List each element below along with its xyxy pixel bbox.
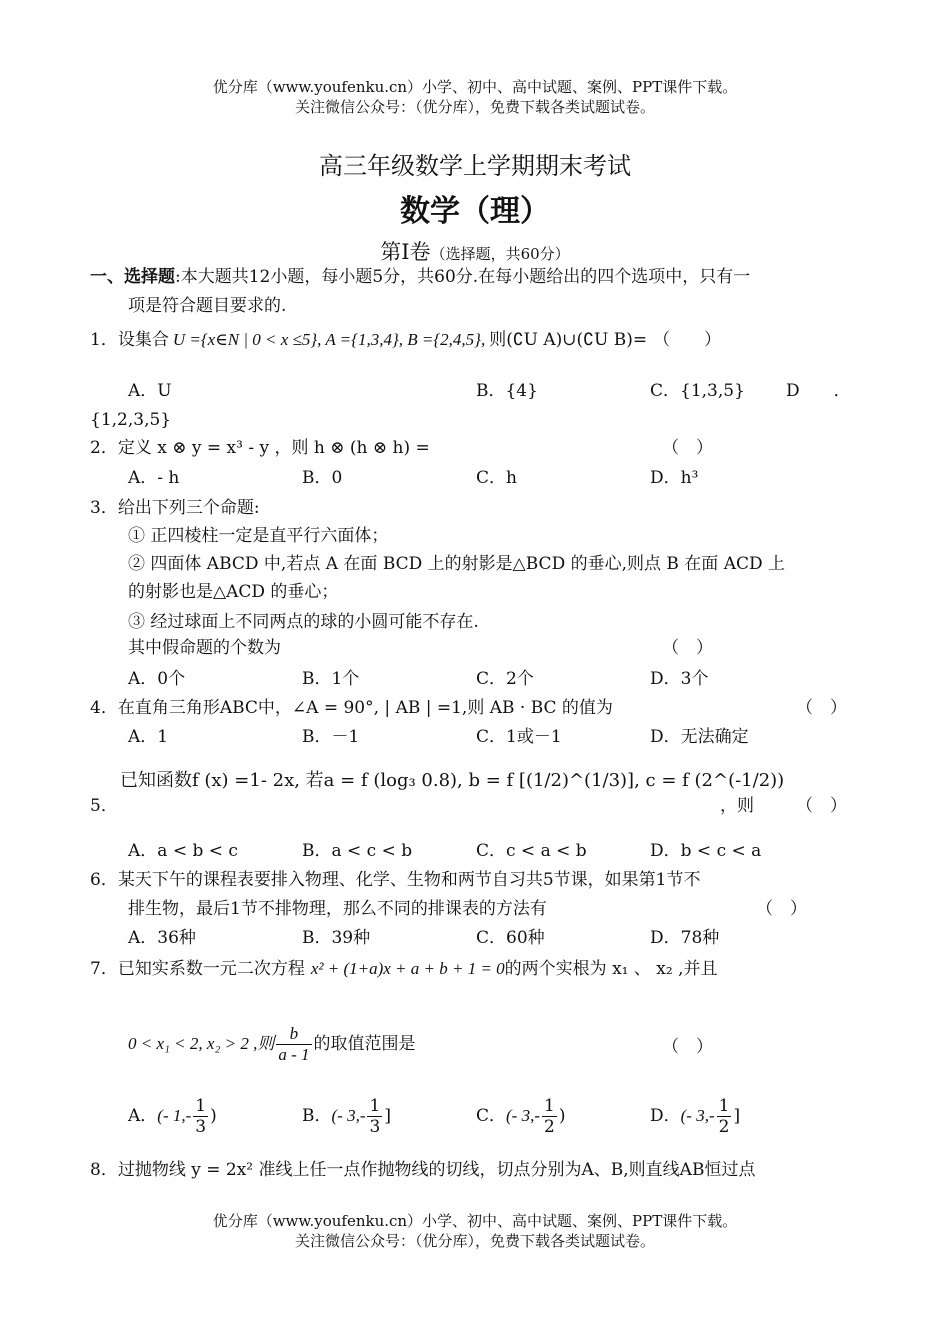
question-1: [90, 329, 721, 351]
q7-option-b-label: B．: [302, 1106, 332, 1126]
q7-option-a-fraction: [193, 1096, 208, 1137]
page-header-line1: 优分库（www.youfenku.cn）小学、初中、高中试题、案例、PPT课件下载。: [212, 78, 738, 96]
section-label: 一、选择题: [90, 267, 175, 287]
q3-ask: 其中假命题的个数为: [128, 638, 281, 658]
q3-option-b: B．1个: [302, 669, 360, 689]
q7-option-d-fraction: [717, 1096, 732, 1137]
exam-subject: 数学（理）: [400, 194, 550, 229]
q5-tail: ，则: [720, 796, 754, 816]
q5-option-b: B．a < c < b: [302, 841, 413, 861]
q1-option-d: D ．: [786, 381, 851, 401]
q3-proposition-3: ③ 经过球面上不同两点的球的小圆可能不存在.: [128, 612, 479, 632]
q7-number: 7．: [90, 959, 118, 979]
q1-option-c: C．{1,3,5}: [650, 381, 745, 401]
q7-option-b-num: 1: [369, 1096, 381, 1116]
q7-equation: x² + (1+a)x + a + b + 1 = 0: [310, 959, 505, 978]
q7-option-c: [476, 1094, 565, 1138]
section-text-2: 项是符合题目要求的.: [128, 296, 287, 316]
question-8: [90, 1159, 755, 1181]
q6-number: 6．: [90, 870, 118, 890]
q4-option-b: B．－1: [302, 727, 360, 747]
q7-option-d-left: (- 3,-: [680, 1106, 715, 1125]
question-4: [90, 697, 613, 719]
q7-stem: 已知实系数一元二次方程: [117, 959, 305, 979]
q4-number: 4．: [90, 698, 118, 718]
q1-option-b: B．{4}: [476, 381, 538, 401]
q7-cond: 0 < x₁ < 2, x₂ > 2 ,则: [128, 1034, 275, 1053]
q5-stem: 已知函数f (x) =1- 2x, 若a = f (log₃ 0.8), b = f [(1/2)^(1/3)], c = f (2^(-1/2)): [120, 770, 785, 791]
q5-number: 5．: [90, 796, 118, 816]
q2-option-c: C．h: [476, 468, 517, 488]
q7-option-d-num: 1: [718, 1096, 730, 1116]
q7-option-d: [650, 1094, 740, 1138]
q3-stem: 给出下列三个命题:: [117, 498, 260, 518]
q7-option-d-label: D．: [650, 1106, 681, 1126]
q6-option-a: A．36种: [128, 928, 196, 948]
volume-note: （选择题，共60分）: [430, 245, 570, 263]
q7-option-b-den: 3: [369, 1117, 381, 1137]
q3-proposition-2b: 的射影也是△ACD 的垂心；: [128, 582, 339, 602]
page-footer-line1: 优分库（www.youfenku.cn）小学、初中、高中试题、案例、PPT课件下载。: [212, 1212, 738, 1230]
q7-option-a-label: A．: [128, 1106, 158, 1126]
q2-answer-paren: （ ）: [662, 438, 713, 458]
q6-answer-paren: （ ）: [756, 899, 807, 919]
q3-answer-paren: （ ）: [662, 638, 713, 658]
q7-fraction: [276, 1024, 311, 1065]
q7-option-b: [302, 1094, 391, 1138]
q1-answer-paren: （ ）: [653, 330, 722, 350]
q7-option-b-fraction: [367, 1096, 382, 1137]
section-instructions: [90, 266, 750, 288]
q3-proposition-2a: ② 四面体 ABCD 中,若点 A 在面 BCD 上的射影是△BCD 的垂心,则点 B 在面 ACD 上: [128, 554, 786, 574]
q8-stem: 过抛物线 y = 2x² 准线上任一点作抛物线的切线，切点分别为A、B,则直线AB恒过点: [117, 1160, 756, 1180]
q6-option-b: B．39种: [302, 928, 371, 948]
q5-answer-paren: （ ）: [796, 796, 847, 816]
q7-frac-num: b: [276, 1024, 311, 1045]
q4-option-a: A．1: [128, 727, 169, 747]
question-7: [90, 958, 718, 980]
q7-option-a-den: 3: [195, 1117, 207, 1137]
q1-option-d-value: {1,2,3,5}: [90, 410, 172, 430]
q1-number: 1．: [90, 330, 118, 350]
question-2: [90, 437, 430, 459]
q3-option-c: C．2个: [476, 669, 534, 689]
q1-option-a: A．U: [128, 381, 172, 401]
q7-option-c-label: C．: [476, 1106, 507, 1126]
q1-math: U ={x∈N | 0 < x ≤5}, A ={1,3,4}, B ={2,4,5},: [172, 330, 486, 349]
q2-option-d: D．h³: [650, 468, 699, 488]
q7-option-d-right: ]: [733, 1106, 741, 1126]
q7-option-c-den: 2: [544, 1117, 555, 1137]
q2-option-a: A．- h: [128, 468, 180, 488]
q4-option-d: D．无法确定: [650, 727, 749, 747]
q4-answer-paren: （ ）: [796, 698, 847, 718]
q3-option-a: A．0个: [128, 669, 186, 689]
q7-option-c-fraction: [542, 1096, 557, 1137]
q4-option-c: C．1或－1: [476, 727, 562, 747]
question-6: [90, 869, 700, 891]
question-3: [90, 497, 260, 519]
exam-title: 高三年级数学上学期期末考试: [319, 152, 631, 180]
q7-answer-paren: （ ）: [662, 1037, 713, 1057]
q6-line-2: 排生物，最后1节不排物理，那么不同的排课表的方法有: [128, 899, 547, 919]
q5-option-d: D．b < c < a: [650, 841, 762, 861]
section-text-1: :本大题共12小题，每小题5分，共60分.在每小题给出的四个选项中，只有一: [175, 267, 751, 287]
q7-cond-tail: 的取值范围是: [313, 1034, 416, 1054]
q7-frac-den: a - 1: [278, 1045, 310, 1064]
q7-tail: 的两个实根为 x₁ 、 x₂ ,并且: [504, 959, 718, 979]
q2-stem: 定义 x ⊗ y = x³ - y ，则 h ⊗ (h ⊗ h) =: [117, 438, 430, 458]
q7-option-c-num: 1: [544, 1096, 555, 1116]
q2-number: 2．: [90, 438, 118, 458]
q6-option-d: D．78种: [650, 928, 720, 948]
q7-option-a-left: (- 1,-: [157, 1106, 192, 1125]
q7-option-a-num: 1: [195, 1096, 207, 1116]
q6-option-c: C．60种: [476, 928, 545, 948]
q3-proposition-1: ① 正四棱柱一定是直平行六面体；: [128, 526, 389, 546]
q5-option-a: A．a < b < c: [128, 841, 238, 861]
q6-line-1: 某天下午的课程表要排入物理、化学、生物和两节自习共5节课，如果第1节不: [117, 870, 701, 890]
q7-option-a: [128, 1094, 217, 1138]
q7-option-c-right: ): [558, 1106, 566, 1126]
q2-option-b: B．0: [302, 468, 343, 488]
q7-condition: [128, 1022, 416, 1066]
q7-option-c-left: (- 3,-: [506, 1106, 540, 1125]
q4-stem: 在直角三角形ABC中，∠A = 90°, | AB | =1,则 AB · BC 的值为: [117, 698, 613, 718]
q7-option-b-right: ]: [384, 1106, 391, 1126]
volume-label: 第Ⅰ卷: [380, 240, 431, 264]
q3-option-d: D．3个: [650, 669, 709, 689]
page-header-line2: 关注微信公众号：（优分库），免费下载各类试题试卷。: [294, 98, 655, 116]
q7-option-a-right: ): [210, 1106, 217, 1126]
q1-tail: 则(∁U A)∪(∁U B)=: [489, 330, 648, 350]
page-footer-line2: 关注微信公众号：（优分库），免费下载各类试题试卷。: [294, 1232, 655, 1250]
q8-number: 8．: [90, 1160, 118, 1180]
q7-option-b-left: (- 3,-: [331, 1106, 366, 1125]
q1-stem: 设集合: [117, 330, 169, 350]
q3-number: 3．: [90, 498, 118, 518]
exam-volume: [0, 236, 950, 266]
q5-option-c: C．c < a < b: [476, 841, 587, 861]
q7-option-d-den: 2: [718, 1117, 730, 1137]
